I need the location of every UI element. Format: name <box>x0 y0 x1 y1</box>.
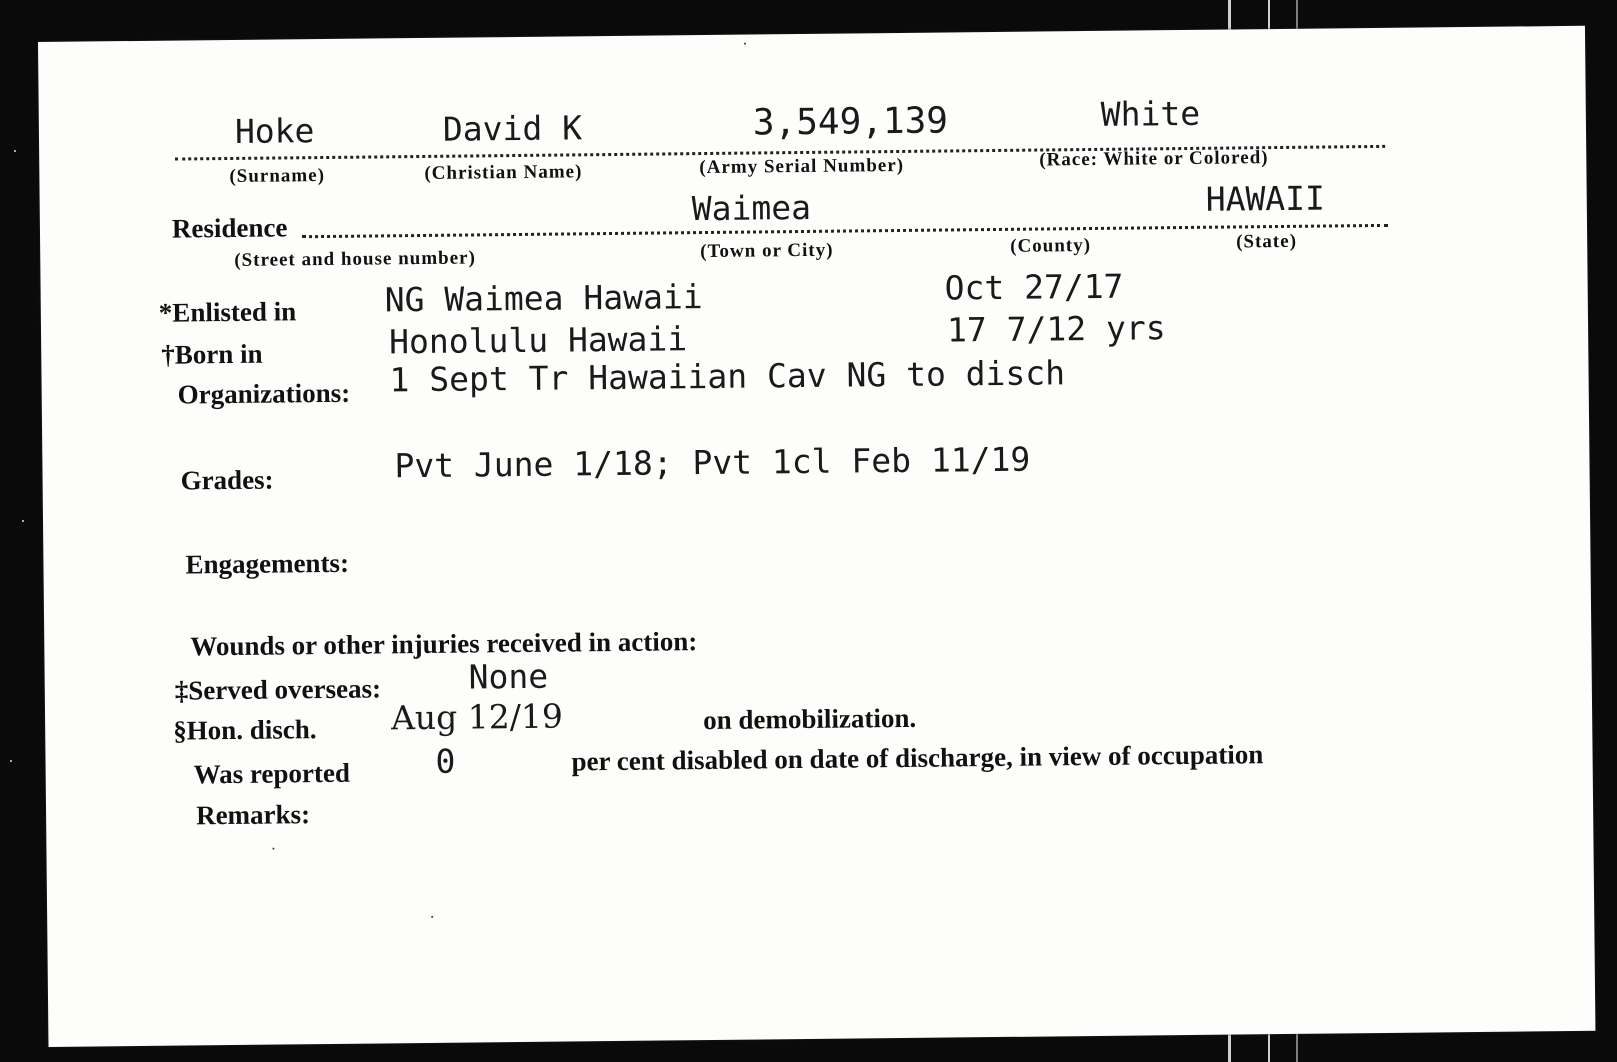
disabled-percent-value: 0 <box>435 741 456 781</box>
born-label: †Born in <box>161 338 263 370</box>
paper-speck <box>431 916 433 918</box>
hon-disch-label: §Hon. disch. <box>173 714 317 746</box>
grades-label: Grades: <box>180 464 274 496</box>
town-caption: (Town or City) <box>700 239 834 263</box>
wounds-label: Wounds or other injuries received in action: <box>190 626 698 662</box>
serial-number-caption: (Army Serial Number) <box>699 154 905 179</box>
scan-speck <box>14 150 16 152</box>
age-value: 17 7/12 yrs <box>946 308 1166 350</box>
paper-speck <box>744 43 746 45</box>
christian-name-caption: (Christian Name) <box>424 161 583 184</box>
organizations-value: 1 Sept Tr Hawaiian Cav NG to disch <box>389 353 1066 400</box>
born-in-value: Honolulu Hawaii <box>388 319 688 362</box>
surname-caption: (Surname) <box>229 165 326 188</box>
state-caption: (State) <box>1236 230 1298 253</box>
remarks-label: Remarks: <box>195 799 311 831</box>
paper-speck <box>272 848 274 850</box>
enlisted-label: *Enlisted in <box>158 296 297 328</box>
street-caption: (Street and house number) <box>234 247 476 271</box>
served-overseas-label: ‡Served overseas: <box>174 673 382 706</box>
served-overseas-value: None <box>468 656 549 697</box>
county-caption: (County) <box>1010 234 1092 257</box>
grades-value: Pvt June 1/18; Pvt 1cl Feb 11/19 <box>394 439 1031 486</box>
hon-disch-value: Aug 12/19 <box>390 696 564 738</box>
enlisted-in-value: NG Waimea Hawaii <box>384 277 703 320</box>
per-cent-disabled-label: per cent disabled on date of discharge, in view of occupation <box>571 739 1264 777</box>
organizations-label: Organizations: <box>177 377 351 410</box>
town-value: Waimea <box>691 187 812 229</box>
scan-speck <box>22 520 24 522</box>
christian-name-value: David K <box>442 108 583 149</box>
serial-number-value: 3,549,139 <box>752 100 949 144</box>
service-record-card <box>38 26 1595 1047</box>
was-reported-label: Was reported <box>193 757 351 790</box>
race-caption: (Race: White or Colored) <box>1039 147 1269 171</box>
on-demobilization-label: on demobilization. <box>702 702 917 736</box>
state-value: HAWAII <box>1205 178 1326 219</box>
engagements-label: Engagements: <box>185 547 350 580</box>
residence-label: Residence <box>171 212 288 244</box>
surname-value: Hoke <box>234 111 315 151</box>
residence-dotted-line <box>302 224 1388 238</box>
race-value: White <box>1100 93 1201 134</box>
enlisted-date-value: Oct 27/17 <box>944 266 1124 308</box>
scan-speck <box>10 760 12 762</box>
